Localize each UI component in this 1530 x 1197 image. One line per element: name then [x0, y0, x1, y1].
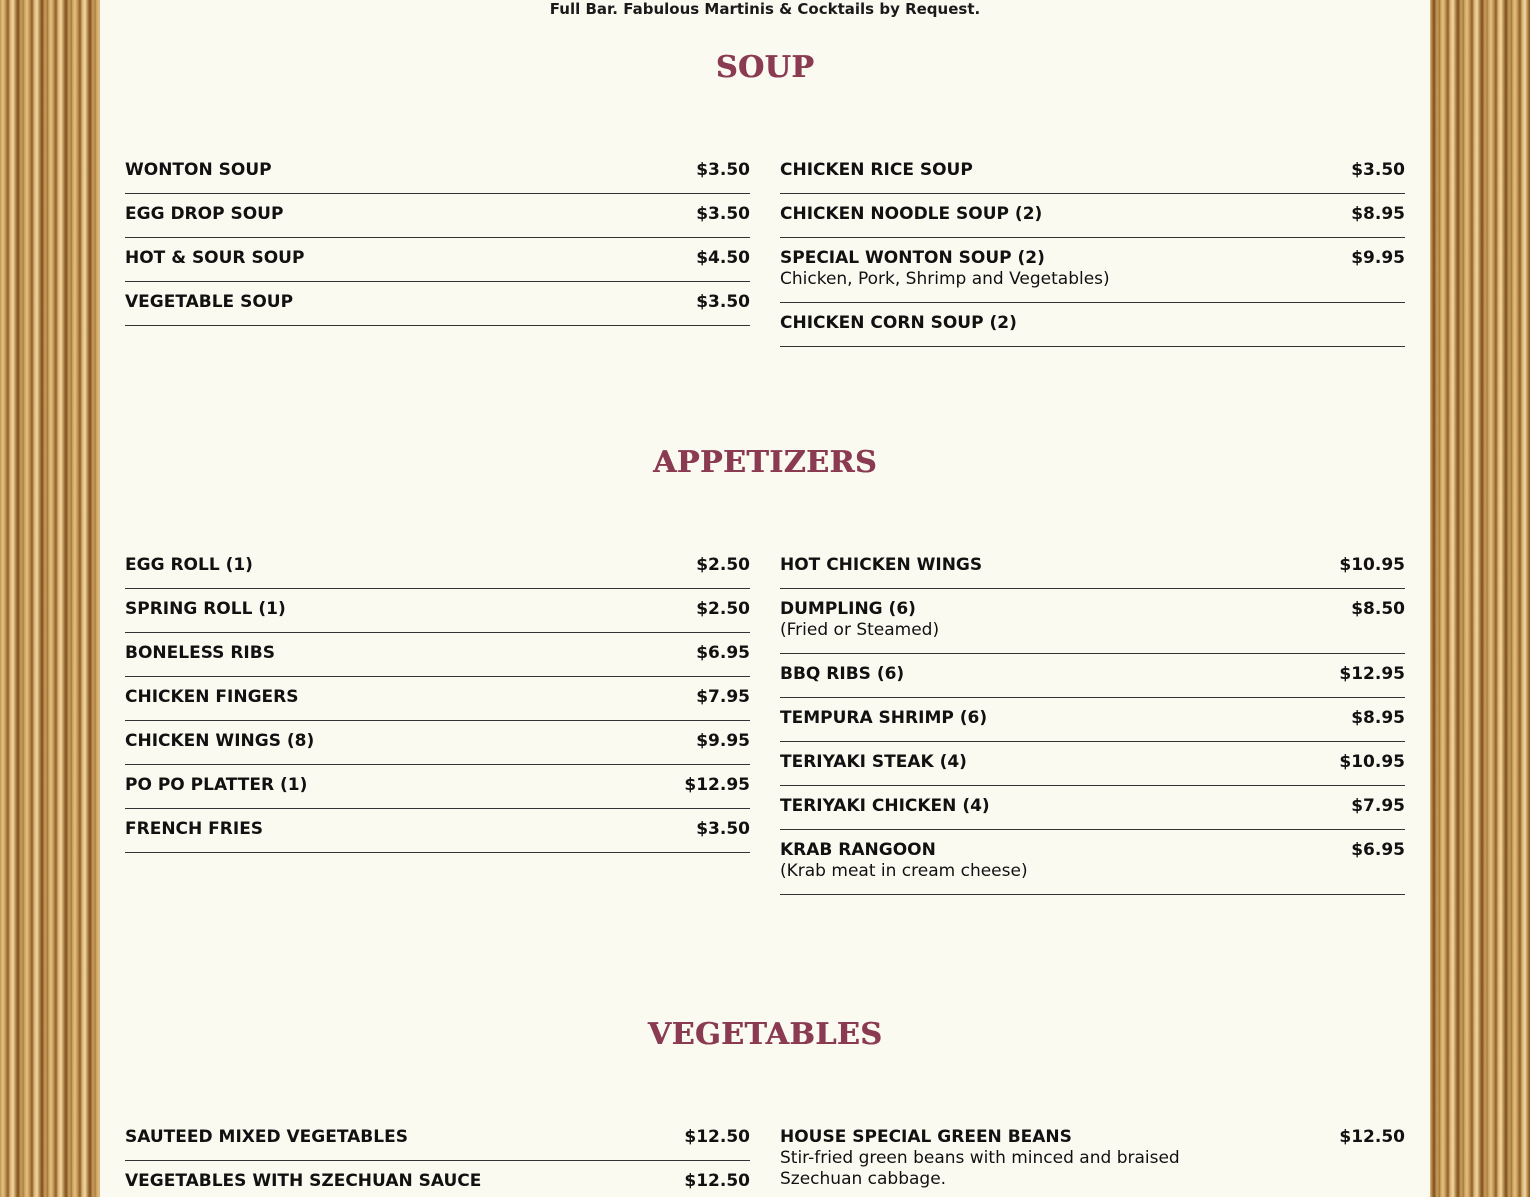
menu-item	[780, 545, 1405, 589]
menu-item	[780, 589, 1405, 654]
item-name: FRENCH FRIES	[125, 819, 264, 839]
item-price: $9.95	[696, 731, 750, 751]
item-name: CHICKEN FINGERS	[125, 687, 299, 707]
item-price: $8.50	[1351, 599, 1405, 619]
item-name: HOT CHICKEN WINGS	[780, 555, 983, 575]
menu-item	[780, 303, 1405, 347]
item-price: $6.95	[1351, 840, 1405, 860]
item-price: $8.95	[1351, 204, 1405, 224]
item-price: $10.95	[1339, 555, 1405, 575]
menu-item	[780, 1117, 1405, 1197]
item-price: $2.50	[696, 555, 750, 575]
menu-item	[780, 830, 1405, 895]
item-price: $3.50	[696, 292, 750, 312]
item-name: VEGETABLES WITH SZECHUAN SAUCE	[125, 1171, 482, 1191]
soup-right-column	[780, 150, 1405, 347]
menu-item	[125, 677, 750, 721]
item-price: $8.95	[1351, 708, 1405, 728]
item-name: TEMPURA SHRIMP (6)	[780, 708, 988, 728]
menu-item	[125, 633, 750, 677]
item-description: (Krab meat in cream cheese)	[780, 861, 1028, 881]
item-price: $12.95	[684, 775, 750, 795]
item-price: $9.95	[1351, 248, 1405, 268]
menu-item	[125, 150, 750, 194]
item-name: WONTON SOUP	[125, 160, 272, 180]
item-name: SPECIAL WONTON SOUP (2)	[780, 248, 1045, 268]
item-price: $4.50	[696, 248, 750, 268]
item-price: $12.50	[684, 1127, 750, 1147]
item-description: (Fried or Steamed)	[780, 620, 940, 640]
section-title-soup: SOUP	[715, 50, 815, 85]
item-price: $12.95	[1339, 664, 1405, 684]
item-price: $12.50	[1339, 1127, 1405, 1147]
item-price: $3.50	[696, 204, 750, 224]
item-price: $3.50	[1351, 160, 1405, 180]
appetizers-left-column	[125, 545, 750, 853]
menu-item	[780, 698, 1405, 742]
menu-item	[780, 786, 1405, 830]
item-name: HOT & SOUR SOUP	[125, 248, 305, 268]
menu-item	[125, 1161, 750, 1197]
menu-item	[125, 238, 750, 282]
item-name: CHICKEN WINGS (8)	[125, 731, 315, 751]
item-price: $3.50	[696, 160, 750, 180]
section-title-vegetables: VEGETABLES	[647, 1017, 883, 1052]
menu-item	[780, 742, 1405, 786]
menu-item	[125, 282, 750, 326]
item-name: CHICKEN RICE SOUP	[780, 160, 973, 180]
menu-item	[125, 589, 750, 633]
menu-item	[125, 194, 750, 238]
item-description: Stir-fried green beans with minced and braised Szechuan cabbage.	[780, 1148, 1180, 1189]
item-price: $12.50	[684, 1171, 750, 1191]
menu-item	[780, 654, 1405, 698]
item-price: $7.95	[696, 687, 750, 707]
item-name: TERIYAKI CHICKEN (4)	[780, 796, 990, 816]
bar-tagline: Full Bar. Fabulous Martinis & Cocktails by Request.	[549, 0, 981, 18]
soup-left-column	[125, 150, 750, 326]
section-title-appetizers: APPETIZERS	[653, 445, 877, 480]
menu-item	[780, 150, 1405, 194]
menu-item	[125, 765, 750, 809]
item-description: Chicken, Pork, Shrimp and Vegetables)	[780, 269, 1110, 289]
item-name: EGG ROLL (1)	[125, 555, 253, 575]
item-price: $10.95	[1339, 752, 1405, 772]
item-name: TERIYAKI STEAK (4)	[780, 752, 967, 772]
menu-item	[125, 809, 750, 853]
item-name: EGG DROP SOUP	[125, 204, 284, 224]
item-name: BBQ RIBS (6)	[780, 664, 905, 684]
item-name: HOUSE SPECIAL GREEN BEANS	[780, 1127, 1072, 1147]
item-name: KRAB RANGOON	[780, 840, 936, 860]
item-name: CHICKEN CORN SOUP (2)	[780, 313, 1017, 333]
item-price: $2.50	[696, 599, 750, 619]
item-price: $6.95	[696, 643, 750, 663]
item-name: CHICKEN NOODLE SOUP (2)	[780, 204, 1043, 224]
appetizers-right-column	[780, 545, 1405, 895]
item-name: BONELESS RIBS	[125, 643, 275, 663]
vegetables-right-column	[780, 1117, 1405, 1197]
item-name: PO PO PLATTER (1)	[125, 775, 308, 795]
menu-page	[100, 0, 1430, 1197]
item-name: DUMPLING (6)	[780, 599, 916, 619]
menu-item	[780, 238, 1405, 303]
item-price: $3.50	[696, 819, 750, 839]
item-name: VEGETABLE SOUP	[125, 292, 294, 312]
menu-item	[125, 545, 750, 589]
item-name: SPRING ROLL (1)	[125, 599, 286, 619]
vegetables-left-column	[125, 1117, 750, 1197]
menu-item	[125, 1117, 750, 1161]
item-price: $7.95	[1351, 796, 1405, 816]
menu-item	[780, 194, 1405, 238]
menu-item	[125, 721, 750, 765]
item-name: SAUTEED MIXED VEGETABLES	[125, 1127, 408, 1147]
